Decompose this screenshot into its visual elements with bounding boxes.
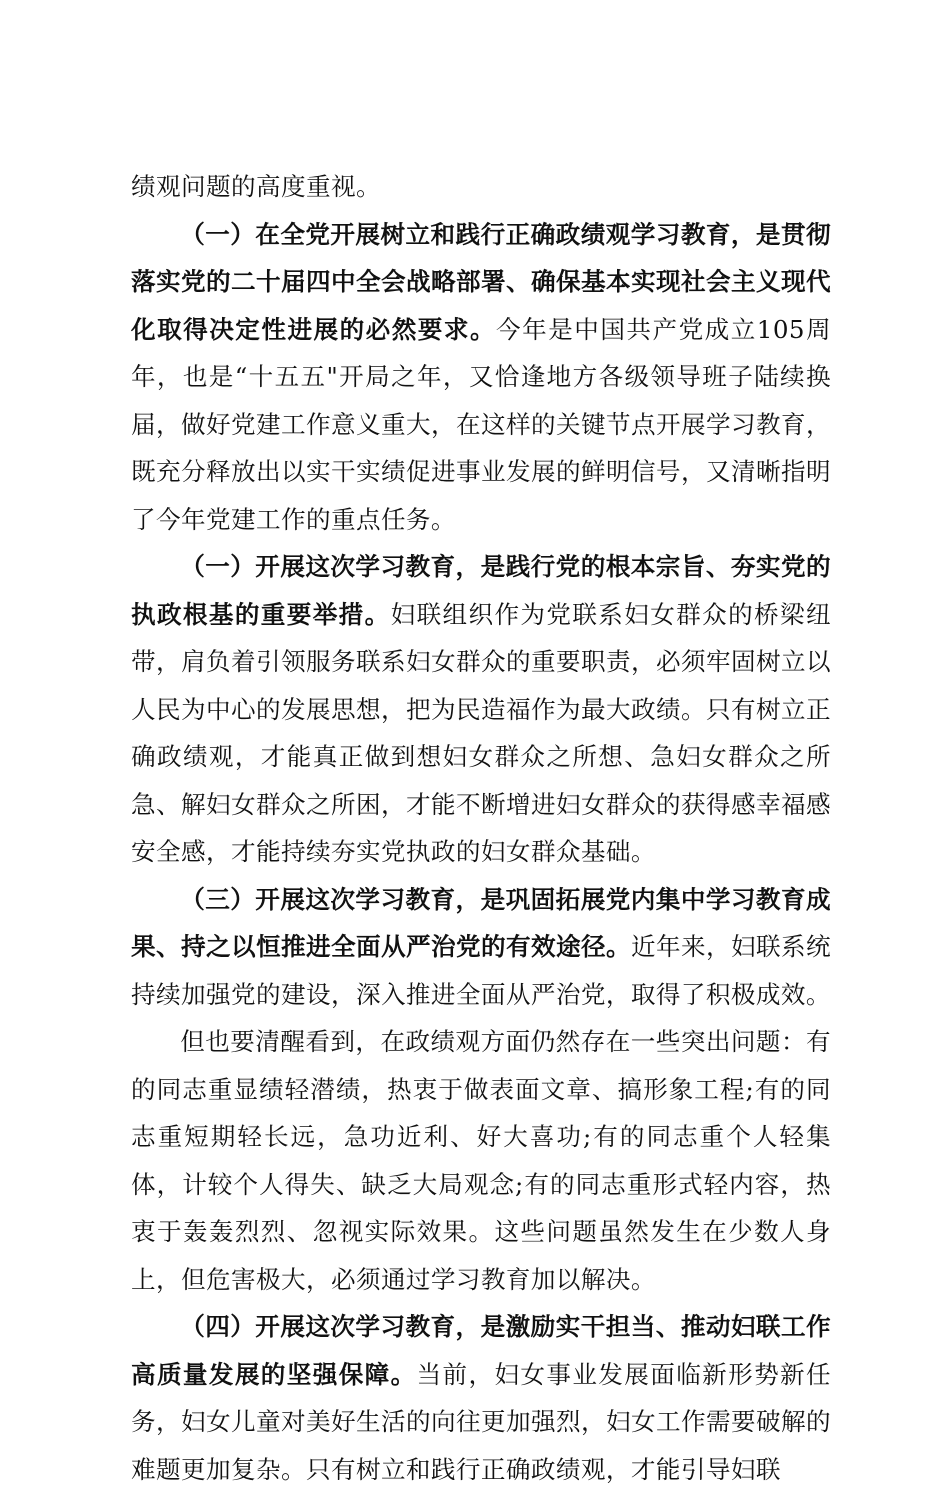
paragraph-4 <box>131 1018 831 1303</box>
paragraph-text: 绩观问题的高度重视。 <box>131 172 381 201</box>
paragraph-5 <box>131 1303 831 1493</box>
paragraph-text: 今年是中国共产党成立105周年，也是“十五五"开局之年，又恰逢地方各级领导班子陆续换届，做好党建工作意义重大，在这样的关键节点开展学习教育，既充分释放出以实干实绩促进事业发展的鲜明信号，又清晰指明了今年党建工作的重点任务。 <box>131 314 832 534</box>
document-page <box>131 163 831 1493</box>
paragraph-2 <box>131 543 831 876</box>
paragraph-lead: （三）开展这次学习教育，是巩固拓展党内集中学习教育成果、持之以恒推进全面从严治党的有效途径。 <box>131 884 831 961</box>
paragraph-lead: （一）在全党开展树立和践行正确政绩观学习教育，是贯彻落实党的二十届四中全会战略部署、确保基本实现社会主义现代化取得决定性进展的必然要求。 <box>131 219 831 344</box>
paragraph-text: 当前，妇女事业发展面临新形势新任务，妇女儿童对美好生活的向往更加强烈，妇女工作需要破解的难题更加复杂。只有树立和践行正确政绩观，才能引导妇联 <box>131 1359 831 1484</box>
paragraph-text: 但也要清醒看到，在政绩观方面仍然存在一些突出问题：有的同志重显绩轻潜绩，热衷于做表面文章、搞形象工程;有的同志重短期轻长远，急功近利、好大喜功;有的同志重个人轻集体，计较个人得失、缺乏大局观念;有的同志重形式轻内容，热衷于轰轰烈烈、忽视实际效果。这些问题虽然发生在少数人身上，但危害极大，必须通过学习教育加以解决。 <box>131 1027 831 1294</box>
paragraph-1 <box>131 211 831 544</box>
paragraph-3 <box>131 876 831 1019</box>
paragraph-text: 近年来，妇联系统持续加强党的建设，深入推进全面从严治党，取得了积极成效。 <box>131 932 831 1009</box>
paragraph-lead: （一）开展这次学习教育，是践行党的根本宗旨、夯实党的执政根基的重要举措。 <box>131 552 831 629</box>
paragraph-text: 妇联组织作为党联系妇女群众的桥梁纽带，肩负着引领服务联系妇女群众的重要职责，必须牢固树立以人民为中心的发展思想，把为民造福作为最大政绩。只有树立正确政绩观，才能真正做到想妇女群众之所想、急妇女群众之所急、解妇女群众之所困，才能不断增进妇女群众的获得感幸福感安全感，才能持续夯实党执政的妇女群众基础。 <box>131 599 831 866</box>
paragraph-lead: （四）开展这次学习教育，是激励实干担当、推动妇联工作高质量发展的坚强保障。 <box>131 1312 831 1389</box>
paragraph-0 <box>131 163 831 211</box>
